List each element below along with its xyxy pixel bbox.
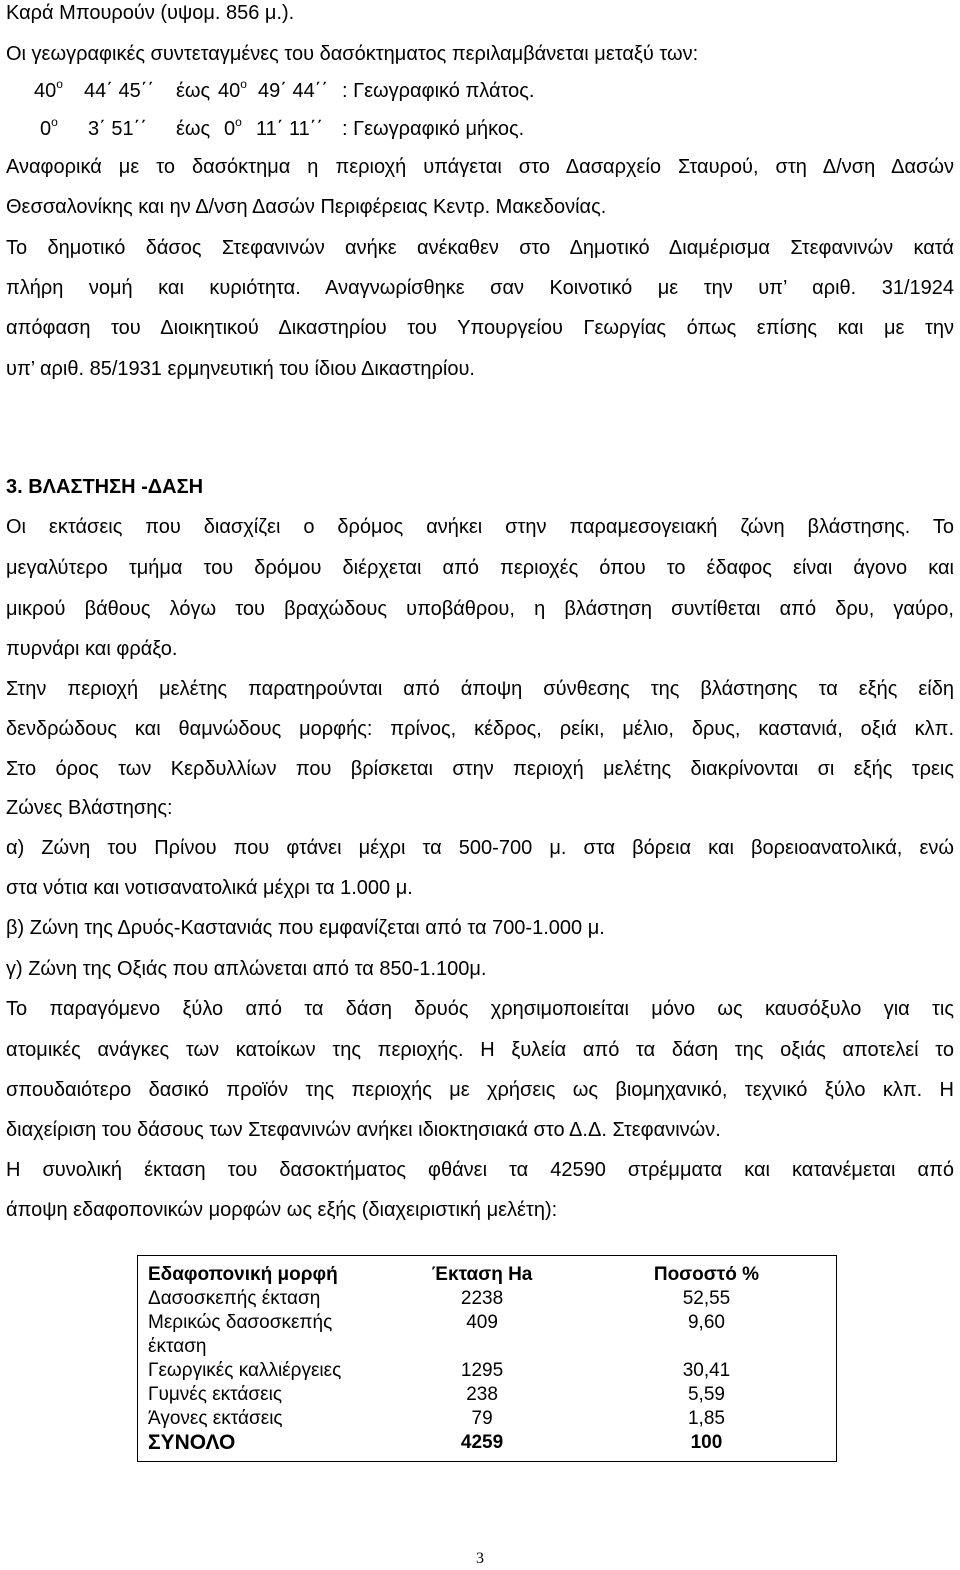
ownership-line: πλήρη νομή και κυριότητα. Αναγνωρίσθηκε σαν Κοινοτικό με την υπ’ αριθ. 31/1924	[6, 277, 954, 299]
row-form: Δασοσκεπής έκταση	[148, 1288, 321, 1309]
lon-deg-to: $0^o$	[224, 115, 242, 140]
area-line: Η συνολική έκταση του δασοκτήματος φθάνει τα 42590 στρέμματα και κατανέμεται από	[6, 1159, 954, 1181]
row-form: Γεωργικές καλλιέργειες	[148, 1360, 342, 1381]
timber-line: ατομικές ανάγκες των κατοίκων της περιοχής. Η ξυλεία από τα δάση της οξιάς αποτελεί το	[6, 1039, 954, 1061]
zones-line: Ζώνες Βλάστησης:	[6, 797, 173, 819]
jurisdiction-line: Θεσσαλονίκης και ην Δ/νση Δασών Περιφέρειας Κεντρ. Μακεδονίας.	[6, 196, 607, 218]
section-heading: 3. ΒΛΑΣΤΗΣΗ -ΔΑΣΗ	[6, 476, 204, 498]
lat-label: : Γεωγραφικό πλάτος.	[342, 80, 535, 102]
row-area: 79	[471, 1408, 493, 1429]
total-label: ΣΥΝΟΛΟ	[148, 1431, 236, 1454]
species-line: Στην περιοχή μελέτης παρατηρούνται από άποψη σύνθεσης της βλάστησης τα εξής είδη	[6, 678, 954, 700]
lon-sep: έως	[176, 118, 211, 140]
vegetation-line: μικρού βάθους λόγω του βραχώδους υποβάθρου, η βλάστηση συντίθεται από δρυ, γαύρο,	[6, 598, 954, 620]
row-form: Γυμνές εκτάσεις	[148, 1384, 282, 1405]
species-line: δενδρώδους και θαμνώδους μορφής: πρίνος, κέδρος, ρείκι, μέλιο, δρυς, καστανιά, οξιά κλπ.	[6, 718, 954, 740]
row-percent: 52,55	[682, 1288, 731, 1309]
zones-line: στα νότια και νοτισανατολικά μέχρι τα 1.000 μ.	[6, 877, 413, 899]
row-percent: 5,59	[687, 1384, 725, 1405]
lon-deg-from: $0^o$	[40, 115, 58, 140]
zones-line: Στο όρος των Κερδυλλίων που βρίσκεται στην περιοχή μελέτης διακρίνονται σι εξής τρεις	[6, 758, 954, 780]
soil-forms-table	[137, 1255, 837, 1462]
lon-label: : Γεωγραφικό μήκος.	[342, 118, 525, 140]
lon-min-to: 11΄ 11΄΄	[256, 118, 324, 140]
header-area: Έκταση Ha	[431, 1264, 533, 1285]
ownership-line: υπ’ αριθ. 85/1931 ερμηνευτική του ίδιου Δικαστηρίου.	[6, 358, 475, 380]
lon-min-from: 3΄ 51΄΄	[88, 118, 147, 140]
ownership-line: Το δημοτικό δάσος Στεφανινών ανήκε ανέκαθεν στο Δημοτικό Διαμέρισμα Στεφανινών κατά	[6, 237, 954, 259]
header-percent: Ποσοστό %	[653, 1264, 760, 1285]
lat-min-to: 49΄ 44΄΄	[258, 80, 329, 102]
vegetation-line: Οι εκτάσεις που διασχίζει ο δρόμος ανήκει στην παραμεσογειακή ζώνη βλάστησης. Το	[6, 516, 954, 538]
row-form: Μερικώς δασοσκεπής έκταση	[148, 1312, 333, 1357]
zones-line: α) Ζώνη του Πρίνου που φτάνει μέχρι τα 500-700 μ. στα βόρεια και βορειοανατολικά, ενώ	[6, 837, 954, 859]
coordinates-intro-line: Οι γεωγραφικές συντεταγμένες του δασόκτηματος περιλαμβάνεται μεταξύ των:	[6, 43, 699, 65]
row-area: 238	[466, 1384, 498, 1405]
table-row	[138, 1383, 837, 1407]
table-row	[138, 1359, 837, 1383]
row-area: 409	[466, 1312, 498, 1333]
header-form: Εδαφοπονική μορφή	[148, 1264, 338, 1285]
row-form: Άγονες εκτάσεις	[148, 1408, 283, 1429]
vegetation-line: πυρνάρι και φράξο.	[6, 638, 178, 660]
row-percent: 30,41	[682, 1360, 731, 1381]
lat-deg-from: $40^o$	[34, 77, 63, 102]
zones-line: γ) Ζώνη της Οξιάς που απλώνεται από τα 850-1.100μ.	[6, 958, 487, 980]
total-percent: 100	[690, 1432, 723, 1453]
table-row	[138, 1287, 837, 1311]
total-area: 4259	[460, 1432, 504, 1453]
table-row	[138, 1407, 837, 1431]
ownership-line: απόφαση του Διοικητικού Δικαστηρίου του Υπουργείου Γεωργίας όπως επίσης και με την	[6, 317, 954, 339]
zones-line: β) Ζώνη της Δρυός-Καστανιάς που εμφανίζεται από τα 700-1.000 μ.	[6, 917, 605, 939]
table-header-row	[138, 1256, 837, 1288]
lat-deg-to: $40^o$	[218, 77, 247, 102]
area-line: άποψη εδαφοπονικών μορφών ως εξής (διαχειριστική μελέτη):	[6, 1199, 558, 1221]
table-total-row	[138, 1431, 837, 1462]
vegetation-line: μεγαλύτερο τμήμα του δρόμου διέρχεται από περιοχές όπου το έδαφος είναι άγονο και	[6, 557, 954, 579]
row-percent: 1,85	[687, 1408, 725, 1429]
page-number: 3	[476, 1550, 484, 1567]
lat-min-from: 44΄ 45΄΄	[84, 80, 155, 102]
row-percent: 9,60	[687, 1312, 725, 1333]
timber-line: Το παραγόμενο ξύλο από τα δάση δρυός χρησιμοποιείται μόνο ως καυσόξυλο για τις	[6, 998, 954, 1020]
row-area: 2238	[460, 1288, 504, 1309]
row-area: 1295	[460, 1360, 504, 1381]
timber-line: διαχείριση του δάσους των Στεφανινών ανήκει ιδιοκτησιακά στο Δ.Δ. Στεφανινών.	[6, 1119, 721, 1141]
jurisdiction-line: Αναφορικά με το δασόκτημα η περιοχή υπάγεται στο Δασαρχείο Σταυρού, στη Δ/νση Δασών	[6, 156, 954, 178]
altitude-line: Καρά Μπουρούν (υψομ. 856 μ.).	[6, 2, 295, 24]
timber-line: σπουδαιότερο δασικό προϊόν της περιοχής με χρήσεις ως βιομηχανικό, τεχνικό ξύλο κλπ. Η	[6, 1079, 954, 1101]
lat-sep: έως	[176, 80, 211, 102]
table-row	[138, 1311, 837, 1359]
